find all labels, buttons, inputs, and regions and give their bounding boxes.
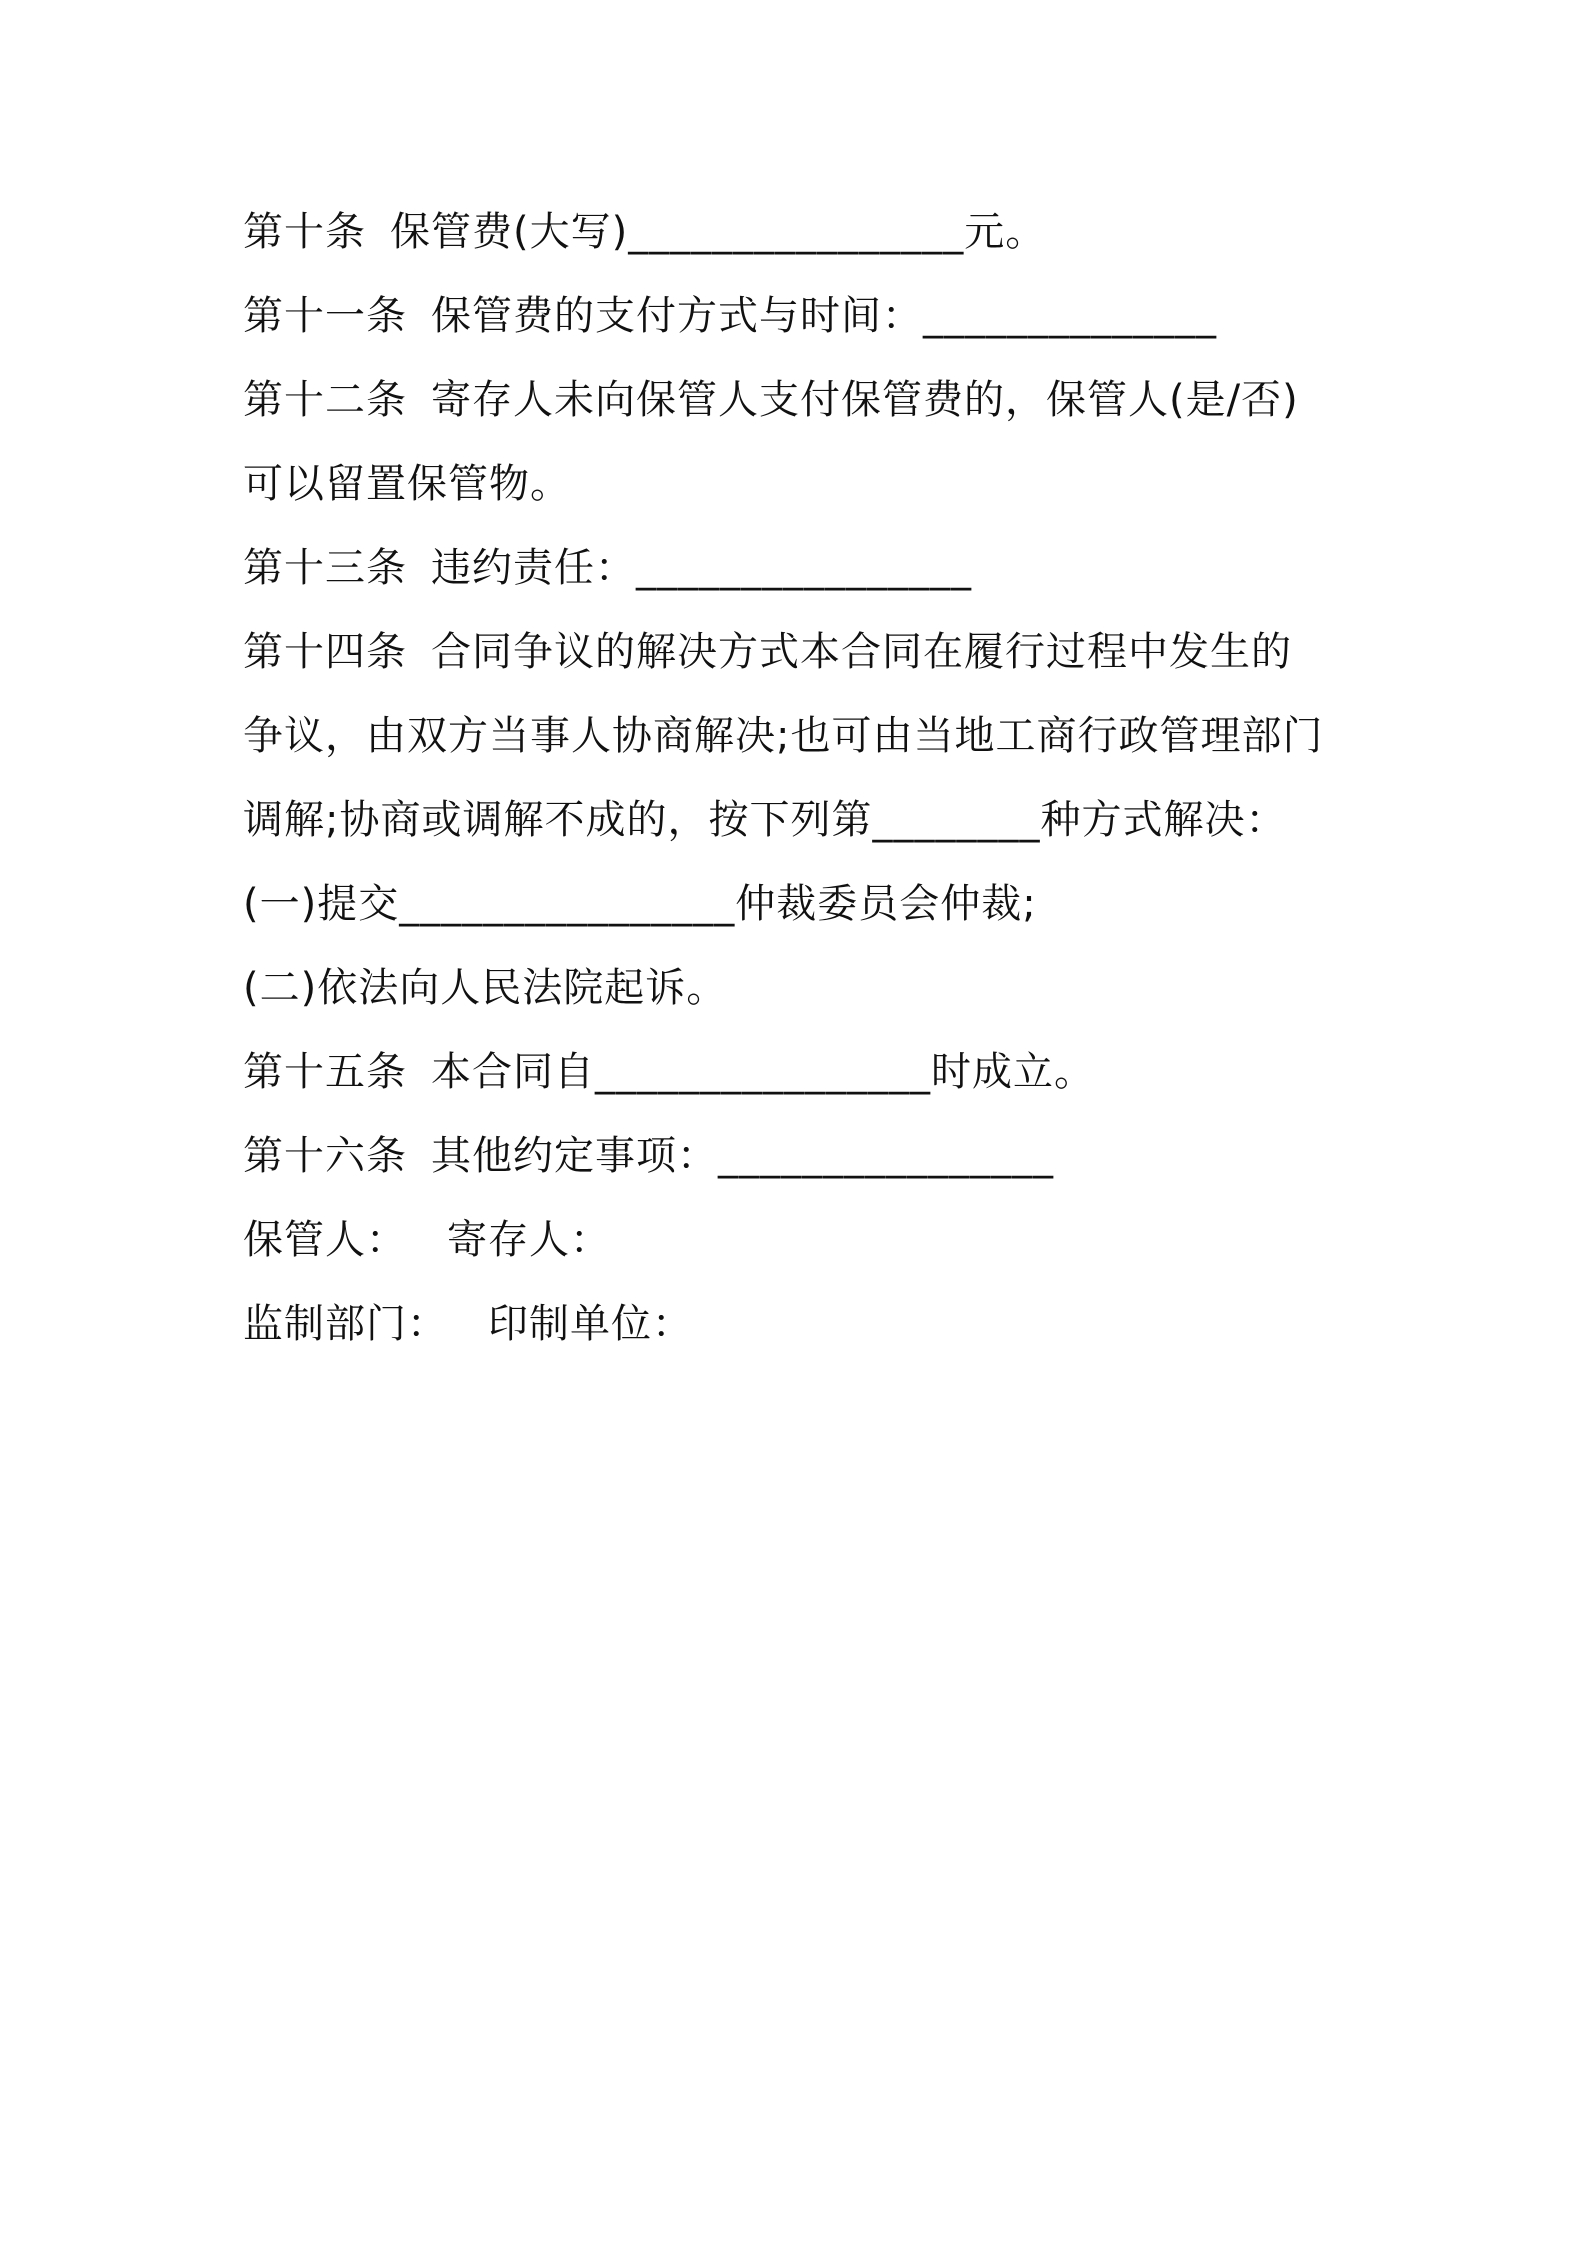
article-13 xyxy=(243,526,1363,610)
article-text: (一)提交________________仲裁委员会仲裁; xyxy=(243,881,1037,927)
article-text: 寄存人未向保管人支付保管费的，保管人(是/否) xyxy=(431,377,1299,423)
article-14-option-2 xyxy=(243,946,1363,1030)
article-text: 其他约定事项：________________ xyxy=(431,1133,1054,1179)
signature-row-issuer xyxy=(243,1282,1363,1366)
article-14-option-1 xyxy=(243,862,1363,946)
article-10 xyxy=(243,190,1363,274)
article-14-continued-1 xyxy=(243,694,1363,778)
signature-row-parties xyxy=(243,1198,1363,1282)
article-text: 保管费的支付方式与时间：______________ xyxy=(431,293,1217,339)
article-label: 第十一条 xyxy=(243,293,407,339)
article-label: 第十五条 xyxy=(243,1049,407,1095)
article-text: 调解;协商或调解不成的，按下列第________种方式解决： xyxy=(243,797,1287,843)
article-label: 第十三条 xyxy=(243,545,407,591)
article-12 xyxy=(243,358,1363,442)
article-14-continued-2 xyxy=(243,778,1363,862)
article-label: 第十四条 xyxy=(243,629,407,675)
article-text: 本合同自________________时成立。 xyxy=(431,1049,1095,1095)
depositor-label: 寄存人： xyxy=(447,1217,611,1263)
article-11 xyxy=(243,274,1363,358)
article-text: 合同争议的解决方式本合同在履行过程中发生的 xyxy=(431,629,1292,675)
article-16 xyxy=(243,1114,1363,1198)
article-text: (二)依法向人民法院起诉。 xyxy=(243,965,728,1011)
article-text: 保管费(大写)________________元。 xyxy=(390,209,1047,255)
article-14 xyxy=(243,610,1363,694)
printer-label: 印制单位： xyxy=(488,1301,693,1347)
custodian-label: 保管人： xyxy=(243,1217,407,1263)
article-label: 第十条 xyxy=(243,209,366,255)
article-text: 争议，由双方当事人协商解决;也可由当地工商行政管理部门 xyxy=(243,713,1324,759)
article-label: 第十六条 xyxy=(243,1133,407,1179)
document-body xyxy=(243,190,1363,1366)
article-text: 违约责任：________________ xyxy=(431,545,972,591)
article-12-continued xyxy=(243,442,1363,526)
supervisor-label: 监制部门： xyxy=(243,1301,448,1347)
article-text: 可以留置保管物。 xyxy=(243,461,571,507)
article-label: 第十二条 xyxy=(243,377,407,423)
article-15 xyxy=(243,1030,1363,1114)
